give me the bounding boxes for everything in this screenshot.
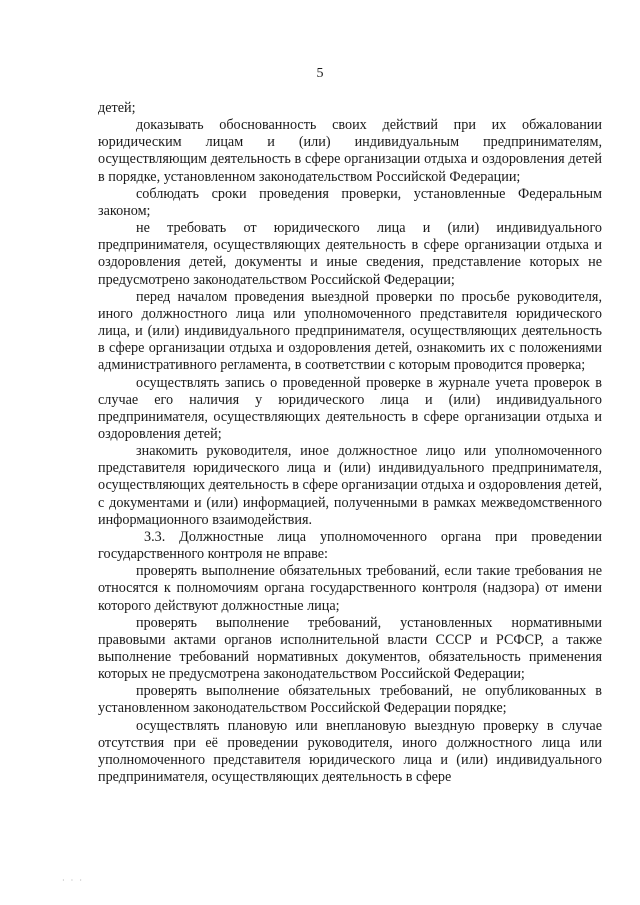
- paragraph-justify-actions: доказывать обоснованность своих действий при их обжаловании юридическим лицам и (или) индивидуальным предпринимателям, осуществляющим деятельность в сфере организации отдыха и оздоровления детей в порядке, установленном законодательством Российской Федерации;: [98, 117, 602, 185]
- paragraph-section-3-3: 3.3. Должностные лица уполномоченного органа при проведении государственного контроля не вправе:: [98, 528, 602, 563]
- paragraph-not-competence: проверять выполнение обязательных требований, если такие требования не относятся к полномочиям органа государственного контроля (надзора) от имени которого действуют должностные лица;: [98, 563, 602, 614]
- paragraph-no-extra-documents: не требовать от юридического лица и (или) индивидуального предпринимателя, осуществляющих деятельность в сфере организации отдыха и оздоровления детей, документы и иные сведения, представление которых не предусмотрено законодательством Российской Федерации;: [98, 220, 602, 288]
- paragraph-journal-record: осуществлять запись о проведенной проверке в журнале учета проверок в случае его наличия у юридического лица и (или) индивидуального предпринимателя, осуществляющих деятельность в сфере организации отдыха и оздоровления детей;: [98, 374, 602, 442]
- paragraph-familiarize-regulation: перед началом проведения выездной проверки по просьбе руководителя, иного должностного лица или уполномоченного представителя юридического лица, и (или) индивидуального предпринимателя, осуществляющих деятельность в сфере организации отдыха и оздоровления детей, ознакомить их с положениями административного регламента, в соответствии с которым проводится проверка;: [98, 288, 602, 374]
- paragraph-unpublished-requirements: проверять выполнение обязательных требований, не опубликованных в установленном законодательством Российской Федерации порядке;: [98, 683, 602, 717]
- paragraph-continuation: детей;: [98, 100, 136, 116]
- document-body: [98, 100, 602, 786]
- paragraph-ussr-acts: проверять выполнение требований, установленных нормативными правовыми актами органов исполнительной власти СССР и РСФСР, а также выполнение требований нормативных документов, обязательность применения которых не предусмотрена законодательством Российской Федерации;: [98, 614, 602, 683]
- paragraph-observe-deadlines: соблюдать сроки проведения проверки, установленные Федеральным законом;: [98, 185, 602, 219]
- page-number: 5: [316, 66, 324, 81]
- scan-artifact: · · ·: [62, 876, 84, 885]
- paragraph-familiarize-documents: знакомить руководителя, иное должностное лицо или уполномоченного представителя юридического лица и (или) индивидуального предпринимателя, осуществляющих деятельность в сфере организации отдыха и оздоровления детей, с документами и (или) информацией, полученными в рамках межведомственного информационного взаимодействия.: [98, 443, 602, 528]
- paragraph-absence-inspection: осуществлять плановую или внеплановую выездную проверку в случае отсутствия при её проведении руководителя, иного должностного лица или уполномоченного представителя юридического лица и (или) индивидуального предпринимателя, осуществляющих деятельность в сфере: [98, 717, 602, 786]
